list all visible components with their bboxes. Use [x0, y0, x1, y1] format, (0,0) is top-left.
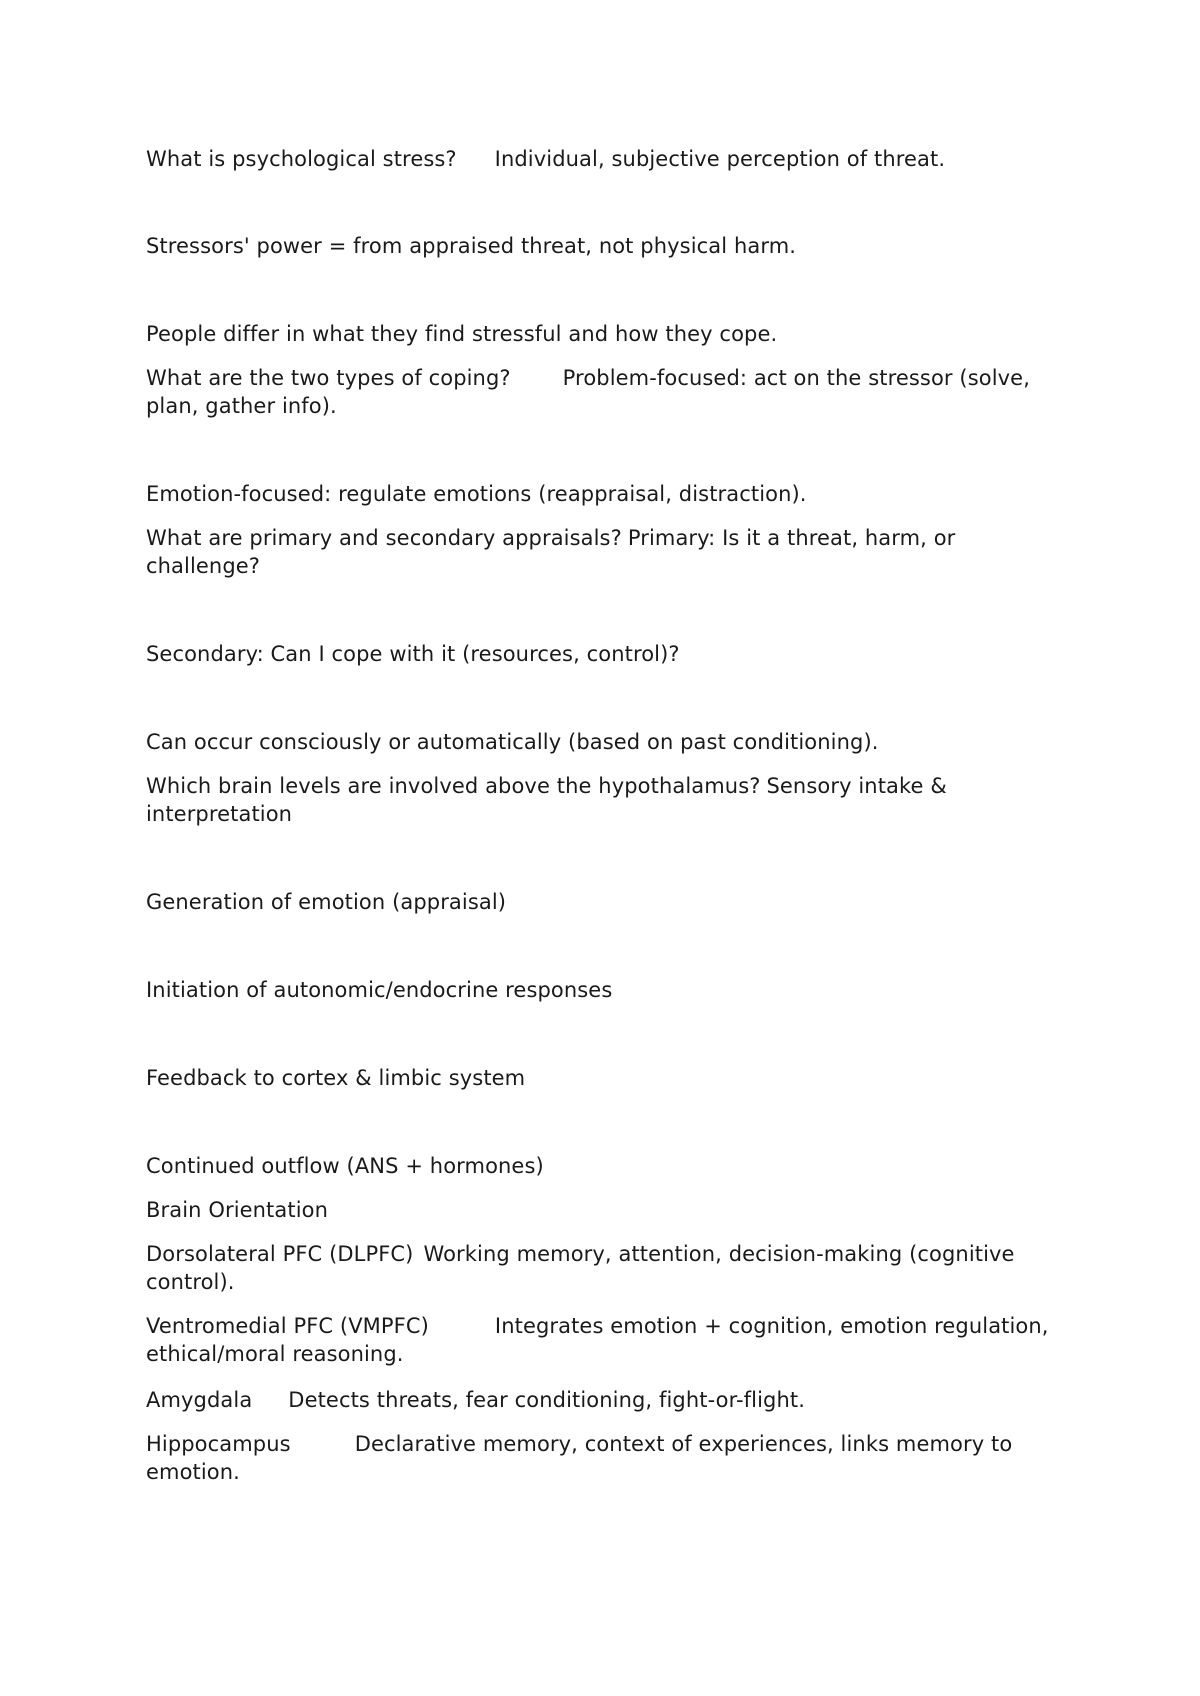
question-text: What are the two types of coping? — [146, 366, 511, 390]
note-line — [146, 640, 1066, 668]
note-line — [146, 728, 1066, 756]
qa-line — [146, 145, 1066, 173]
note-line — [146, 320, 1066, 348]
answer-text: Individual, subjective perception of threat. — [494, 147, 946, 171]
qa-line — [146, 772, 1066, 828]
note-text: Can occur consciously or automatically (based on past conditioning). — [146, 730, 879, 754]
section-heading — [146, 1196, 1066, 1224]
note-text: Initiation of autonomic/endocrine responses — [146, 978, 613, 1002]
question-text: What is psychological stress? — [146, 147, 457, 171]
note-line — [146, 976, 1066, 1004]
definition-text: Integrates emotion + cognition, emotion regulation, ethical/moral reasoning. — [146, 1314, 1049, 1366]
note-text: Emotion-focused: regulate emotions (reappraisal, distraction). — [146, 482, 807, 506]
heading-text: Brain Orientation — [146, 1198, 328, 1222]
note-text: People differ in what they find stressful and how they cope. — [146, 322, 778, 346]
note-text: Stressors' power = from appraised threat, not physical harm. — [146, 234, 797, 258]
note-line — [146, 480, 1066, 508]
note-line — [146, 888, 1066, 916]
definition-text: Working memory, attention, decision-making (cognitive control). — [146, 1242, 1015, 1294]
question-text: Which brain levels are involved above the hypothalamus? — [146, 774, 761, 798]
definition-text: Declarative memory, context of experiences, links memory to emotion. — [146, 1432, 1013, 1484]
answer-text: Problem-focused: act on the stressor (solve, plan, gather info). — [146, 366, 1030, 418]
qa-line — [146, 1430, 1066, 1486]
question-text: What are primary and secondary appraisals? — [146, 526, 622, 550]
qa-line — [146, 1312, 1066, 1368]
answer-text: Sensory intake & interpretation — [146, 774, 947, 826]
note-text: Feedback to cortex & limbic system — [146, 1066, 526, 1090]
note-text: Secondary: Can I cope with it (resources, control)? — [146, 642, 680, 666]
note-line — [146, 232, 1066, 260]
term-text: Ventromedial PFC (VMPFC) — [146, 1314, 429, 1338]
term-text: Dorsolateral PFC (DLPFC) — [146, 1242, 414, 1266]
qa-line — [146, 524, 1066, 580]
note-text: Continued outflow (ANS + hormones) — [146, 1154, 544, 1178]
qa-line — [146, 1240, 1066, 1296]
qa-line — [146, 1386, 1066, 1414]
qa-line — [146, 364, 1066, 420]
definition-text: Detects threats, fear conditioning, fight-or-flight. — [288, 1388, 805, 1412]
answer-text: Primary: Is it a threat, harm, or challenge? — [146, 526, 956, 578]
note-text: Generation of emotion (appraisal) — [146, 890, 507, 914]
term-text: Amygdala — [146, 1388, 253, 1412]
note-line — [146, 1152, 1066, 1180]
term-text: Hippocampus — [146, 1432, 291, 1456]
note-line — [146, 1064, 1066, 1092]
